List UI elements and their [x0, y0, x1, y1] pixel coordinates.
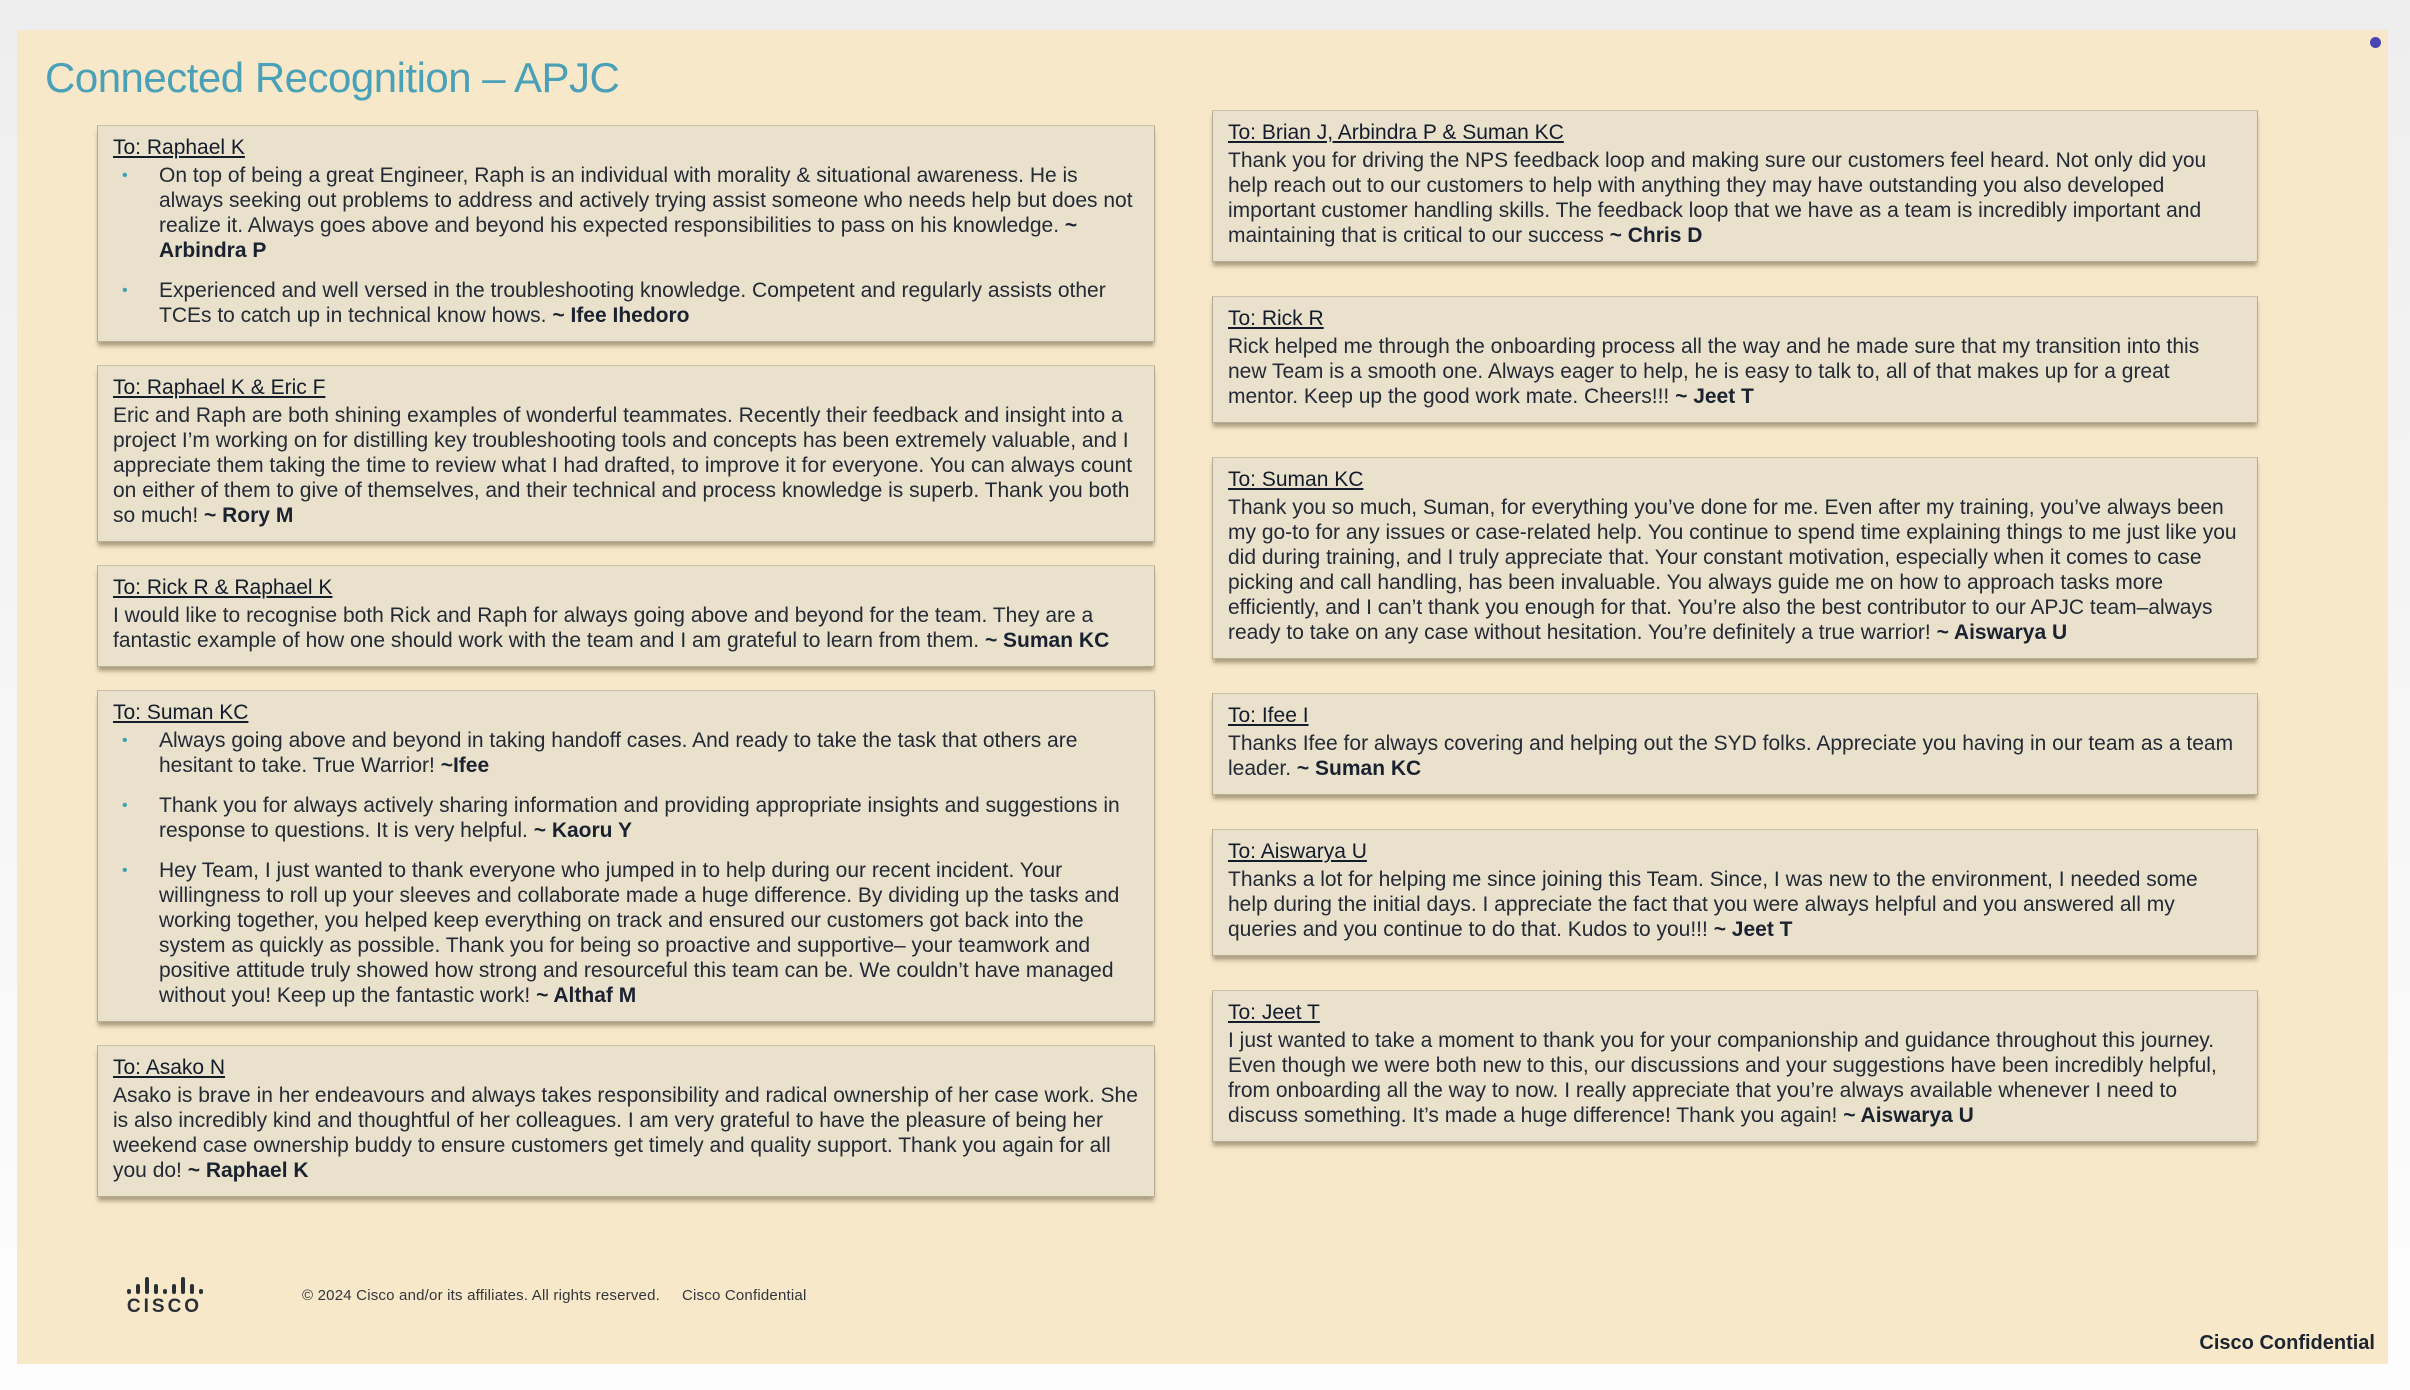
- message: [1228, 867, 2241, 942]
- message-text: Eric and Raph are both shining examples of wonderful teammates. Recently their feedback and insight into a project I’m working on for distilling key troubleshooting tools and concepts has been extremely valuable, and I appreciate them taking the time to review what I had drafted, to improve it for everyone. You can always count on either of them to give of themselves, and their technical and process knowledge is superb. Thank you both so much!: [113, 404, 1133, 527]
- recipient-heading: To: Aiswarya U: [1228, 840, 1367, 863]
- recognition-card-suman-kc-left: [97, 690, 1155, 1022]
- message-attribution: ~Ifee: [440, 754, 490, 777]
- confidential-badge: Cisco Confidential: [2199, 1332, 2375, 1354]
- message: [1228, 731, 2241, 781]
- recognition-card-rick-r: [1212, 296, 2258, 423]
- message-attribution: ~ Raphael K: [187, 1159, 309, 1182]
- recipient-heading: To: Suman KC: [113, 701, 249, 724]
- message: [159, 793, 1138, 843]
- recipient-heading: To: Ifee I: [1228, 704, 1309, 727]
- bullet-icon: •: [122, 167, 128, 184]
- message-text: Rick helped me through the onboarding process all the way and he made sure that my transition into this new Team is a smooth one. Always eager to help, he is easy to talk to, all of that makes up for a great mentor. Keep up the good work mate. Cheers!!!: [1228, 335, 2200, 408]
- bullet-icon: •: [122, 282, 128, 299]
- cisco-logo-bars-icon: [112, 1272, 217, 1294]
- recognition-card-brian-arbindra-suman: [1212, 110, 2258, 262]
- recognition-bullet: [113, 728, 1138, 778]
- recipient-heading: To: Rick R & Raphael K: [113, 576, 333, 599]
- recognition-card-jeet-t: [1212, 990, 2258, 1142]
- copyright-text: [302, 1287, 806, 1304]
- message-attribution: ~ Arbindra P: [159, 214, 1078, 262]
- message: [159, 163, 1138, 263]
- presentation-slide: [17, 30, 2388, 1364]
- copyright-notice: © 2024 Cisco and/or its affiliates. All rights reserved.: [302, 1286, 660, 1304]
- recognition-card-raphael-eric: [97, 365, 1155, 542]
- recognition-card-asako-n: [97, 1045, 1155, 1197]
- message-attribution: ~ Chris D: [1609, 224, 1703, 247]
- recognition-bullet: [113, 793, 1138, 843]
- message: [159, 278, 1138, 328]
- recognition-bullet: [113, 278, 1138, 328]
- message-attribution: ~ Rory M: [204, 504, 294, 527]
- recipient-heading: To: Raphael K & Eric F: [113, 376, 326, 399]
- message-text: Thanks Ifee for always covering and helping out the SYD folks. Appreciate you having in our team as a team leader.: [1228, 732, 2234, 780]
- message-attribution: ~ Aiswarya U: [1936, 621, 2068, 644]
- slide-footer: [112, 1272, 806, 1318]
- message-text: Thank you so much, Suman, for everything you’ve done for me. Even after my training, you’ve always been my go-to for any issues or case-related help. You continue to spend time explaining things to me just like you did during training, and I truly appreciate that. Your constant motivation, especially when it comes to case picking and call handling, has been invaluable. You always guide me on how to approach tasks more efficiently, and I can’t thank you enough for that. You’re also the best contributor to our APJC team–always ready to take on any case without hesitation. You’re definitely a true warrior!: [1228, 496, 2237, 644]
- message-attribution: ~ Kaoru Y: [533, 819, 632, 842]
- message-attribution: ~ Althaf M: [536, 984, 637, 1007]
- message: [113, 403, 1138, 528]
- message-text: Thank you for driving the NPS feedback loop and making sure our customers feel heard. Not only did you help reach out to our customers to help with anything they may have outstanding you also developed important customer handling skills. The feedback loop that we have as a team is incredibly important and maintaining that is critical to our success: [1228, 149, 2207, 247]
- message-text: Always going above and beyond in taking handoff cases. And ready to take the task that others are hesitant to take. True Warrior!: [159, 729, 1078, 777]
- message: [113, 1083, 1138, 1183]
- cisco-logo-text: CISCO: [126, 1296, 203, 1317]
- corner-dot-icon: [2370, 37, 2381, 48]
- message-text: Experienced and well versed in the troubleshooting knowledge. Competent and regularly assists other TCEs to catch up in technical know hows.: [159, 279, 1106, 327]
- message-attribution: ~ Suman KC: [984, 629, 1110, 652]
- bullet-icon: •: [122, 732, 128, 749]
- message: [1228, 1028, 2241, 1128]
- cisco-logo-icon: [112, 1272, 217, 1318]
- recognition-bullet: [113, 163, 1138, 263]
- message-attribution: ~ Ifee Ihedoro: [552, 304, 690, 327]
- recipient-heading: To: Brian J, Arbindra P & Suman KC: [1228, 121, 1564, 144]
- message-text: Asako is brave in her endeavours and always takes responsibility and radical ownership of her case work. She is also incredibly kind and thoughtful of her colleagues. I am very grateful to have the pleasure of being her weekend case ownership buddy to ensure customers get timely and quality support. Thank you again for all you do!: [113, 1084, 1138, 1182]
- recognition-bullet: [113, 858, 1138, 1008]
- recognition-card-rick-raphael: [97, 565, 1155, 667]
- footer-confidential-label: Cisco Confidential: [681, 1286, 807, 1304]
- message: [1228, 495, 2241, 645]
- bullet-icon: •: [122, 797, 128, 814]
- recipient-heading: To: Rick R: [1228, 307, 1324, 330]
- bullet-icon: •: [122, 862, 128, 879]
- message: [113, 603, 1138, 653]
- message: [1228, 148, 2241, 248]
- message: [159, 858, 1138, 1008]
- message-attribution: ~ Jeet T: [1713, 918, 1793, 941]
- message: [1228, 334, 2241, 409]
- message-text: I would like to recognise both Rick and Raph for always going above and beyond for the team. They are a fantastic example of how one should work with the team and I am grateful to learn from them.: [113, 604, 1094, 652]
- message-text: On top of being a great Engineer, Raph is an individual with morality & situational awareness. He is always seeking out problems to address and actively trying assist someone who needs help but does not realize it. Always goes above and beyond his expected responsibilities to pass on his knowledge.: [159, 164, 1133, 237]
- recognition-card-aiswarya-u: [1212, 829, 2258, 956]
- message-text: Thank you for always actively sharing information and providing appropriate insights and suggestions in response to questions. It is very helpful.: [159, 794, 1120, 842]
- left-column: [97, 125, 1155, 1197]
- recipient-heading: To: Jeet T: [1228, 1001, 1320, 1024]
- page-title: Connected Recognition – APJC: [45, 54, 620, 101]
- recognition-card-suman-kc-right: [1212, 457, 2258, 659]
- recognition-card-ifee-i: [1212, 693, 2258, 795]
- message-text: Thanks a lot for helping me since joining this Team. Since, I was new to the environment, I needed some help during the initial days. I appreciate the fact that you were always helpful and you answered all my queries and you continue to do that. Kudos to you!!!: [1228, 868, 2198, 941]
- message-attribution: ~ Jeet T: [1675, 385, 1754, 408]
- right-column: [1212, 110, 2258, 1142]
- message-attribution: ~ Suman KC: [1296, 757, 1422, 780]
- recipient-heading: To: Asako N: [113, 1056, 226, 1079]
- message-text: Hey Team, I just wanted to thank everyone who jumped in to help during our recent incident. Your willingness to roll up your sleeves and collaborate made a huge difference. By dividing up the tasks and working together, you helped keep everything on track and ensured our customers got back into the system as quickly as possible. Thank you for being so proactive and supportive– your teamwork and positive attitude truly showed how strong and resourceful this team can be. We couldn’t have managed without you! Keep up the fantastic work!: [159, 859, 1120, 1007]
- recognition-card-raphael-k: [97, 125, 1155, 342]
- recipient-heading: To: Suman KC: [1228, 468, 1364, 491]
- recipient-heading: To: Raphael K: [113, 136, 245, 159]
- message: [159, 728, 1138, 778]
- message-text: I just wanted to take a moment to thank you for your companionship and guidance throughout this journey. Even though we were both new to this, our discussions and your suggestions have been incredibly helpful, from onboarding all the way to now. I really appreciate that you’re always available whenever I need to discuss something. It’s made a huge difference! Thank you again!: [1228, 1029, 2217, 1127]
- message-attribution: ~ Aiswarya U: [1843, 1104, 1974, 1127]
